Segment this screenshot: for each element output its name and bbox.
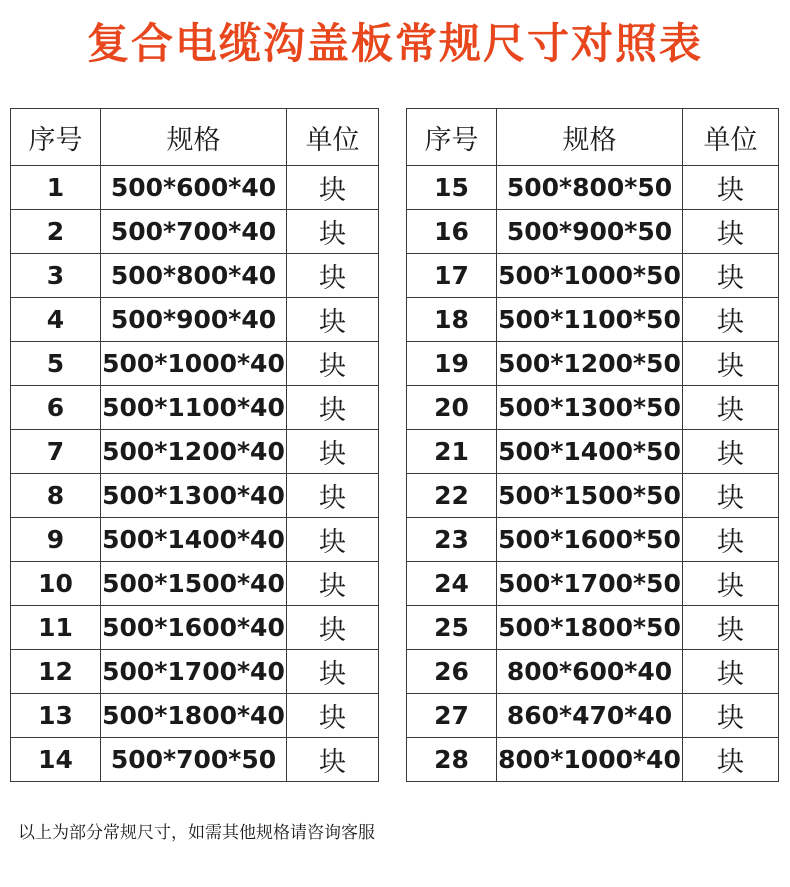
row-spec-cell: 500*700*50 bbox=[101, 738, 287, 782]
row-unit-cell: 块 bbox=[683, 342, 779, 386]
row-index-cell: 20 bbox=[407, 386, 497, 430]
table-row bbox=[11, 474, 379, 518]
row-index-cell: 15 bbox=[407, 166, 497, 210]
row-unit-cell: 块 bbox=[287, 650, 379, 694]
table-row bbox=[11, 210, 379, 254]
row-index-cell: 19 bbox=[407, 342, 497, 386]
row-index-cell: 10 bbox=[11, 562, 101, 606]
table-row bbox=[407, 518, 779, 562]
row-spec-cell: 500*900*50 bbox=[497, 210, 683, 254]
row-spec-cell: 500*1100*50 bbox=[497, 298, 683, 342]
row-unit-cell: 块 bbox=[683, 474, 779, 518]
row-spec-cell: 500*1800*50 bbox=[497, 606, 683, 650]
row-unit-cell: 块 bbox=[287, 166, 379, 210]
row-unit-cell: 块 bbox=[683, 298, 779, 342]
table-row bbox=[11, 430, 379, 474]
spec-table-right bbox=[406, 108, 779, 782]
row-index-cell: 17 bbox=[407, 254, 497, 298]
row-index-cell: 25 bbox=[407, 606, 497, 650]
table-row bbox=[11, 166, 379, 210]
row-spec-cell: 500*1200*50 bbox=[497, 342, 683, 386]
row-spec-cell: 500*700*40 bbox=[101, 210, 287, 254]
table-row bbox=[11, 562, 379, 606]
row-index-cell: 16 bbox=[407, 210, 497, 254]
row-spec-cell: 500*1500*50 bbox=[497, 474, 683, 518]
row-spec-cell: 500*1000*40 bbox=[101, 342, 287, 386]
row-unit-cell: 块 bbox=[287, 562, 379, 606]
row-unit-cell: 块 bbox=[287, 386, 379, 430]
row-spec-cell: 500*1400*50 bbox=[497, 430, 683, 474]
footnote: 以上为部分常规尺寸，如需其他规格请咨询客服 bbox=[18, 823, 375, 843]
row-index-cell: 13 bbox=[11, 694, 101, 738]
row-spec-cell: 500*1200*40 bbox=[101, 430, 287, 474]
row-spec-cell: 500*1800*40 bbox=[101, 694, 287, 738]
row-spec-cell: 500*1700*50 bbox=[497, 562, 683, 606]
row-spec-cell: 800*1000*40 bbox=[497, 738, 683, 782]
row-index-cell: 7 bbox=[11, 430, 101, 474]
row-index-cell: 26 bbox=[407, 650, 497, 694]
row-index-cell: 27 bbox=[407, 694, 497, 738]
table-row bbox=[407, 166, 779, 210]
row-spec-cell: 500*1300*40 bbox=[101, 474, 287, 518]
table-row bbox=[407, 606, 779, 650]
row-unit-cell: 块 bbox=[683, 650, 779, 694]
row-spec-cell: 500*1600*40 bbox=[101, 606, 287, 650]
row-index-cell: 8 bbox=[11, 474, 101, 518]
row-index-cell: 22 bbox=[407, 474, 497, 518]
row-unit-cell: 块 bbox=[683, 254, 779, 298]
row-spec-cell: 500*800*50 bbox=[497, 166, 683, 210]
row-index-cell: 12 bbox=[11, 650, 101, 694]
row-unit-cell: 块 bbox=[287, 738, 379, 782]
table-body-right bbox=[407, 166, 779, 782]
row-spec-cell: 500*1600*50 bbox=[497, 518, 683, 562]
row-unit-cell: 块 bbox=[287, 210, 379, 254]
header-unit: 单位 bbox=[287, 109, 379, 166]
table-row bbox=[407, 210, 779, 254]
row-index-cell: 4 bbox=[11, 298, 101, 342]
row-spec-cell: 500*1400*40 bbox=[101, 518, 287, 562]
table-row bbox=[11, 606, 379, 650]
header-spec: 规格 bbox=[497, 109, 683, 166]
row-unit-cell: 块 bbox=[287, 254, 379, 298]
row-spec-cell: 500*900*40 bbox=[101, 298, 287, 342]
row-spec-cell: 800*600*40 bbox=[497, 650, 683, 694]
table-row bbox=[11, 738, 379, 782]
table-row bbox=[407, 430, 779, 474]
table-row bbox=[407, 386, 779, 430]
row-index-cell: 11 bbox=[11, 606, 101, 650]
header-index: 序号 bbox=[11, 109, 101, 166]
row-spec-cell: 500*1700*40 bbox=[101, 650, 287, 694]
table-row bbox=[11, 298, 379, 342]
row-spec-cell: 500*1500*40 bbox=[101, 562, 287, 606]
spec-table-left bbox=[10, 108, 379, 782]
row-unit-cell: 块 bbox=[683, 606, 779, 650]
row-spec-cell: 500*1100*40 bbox=[101, 386, 287, 430]
row-spec-cell: 500*1300*50 bbox=[497, 386, 683, 430]
table-header-row bbox=[407, 109, 779, 166]
row-spec-cell: 500*600*40 bbox=[101, 166, 287, 210]
header-index: 序号 bbox=[407, 109, 497, 166]
row-unit-cell: 块 bbox=[683, 562, 779, 606]
row-unit-cell: 块 bbox=[287, 606, 379, 650]
row-spec-cell: 860*470*40 bbox=[497, 694, 683, 738]
row-unit-cell: 块 bbox=[683, 694, 779, 738]
page-title: 复合电缆沟盖板常规尺寸对照表 bbox=[86, 19, 703, 68]
table-row bbox=[11, 342, 379, 386]
table-row bbox=[11, 694, 379, 738]
row-index-cell: 28 bbox=[407, 738, 497, 782]
table-row bbox=[11, 650, 379, 694]
table-row bbox=[407, 694, 779, 738]
table-row bbox=[407, 738, 779, 782]
row-index-cell: 5 bbox=[11, 342, 101, 386]
row-unit-cell: 块 bbox=[683, 166, 779, 210]
row-index-cell: 2 bbox=[11, 210, 101, 254]
row-index-cell: 14 bbox=[11, 738, 101, 782]
table-row bbox=[11, 518, 379, 562]
header-spec: 规格 bbox=[101, 109, 287, 166]
row-spec-cell: 500*1000*50 bbox=[497, 254, 683, 298]
table-row bbox=[407, 342, 779, 386]
table-row bbox=[407, 474, 779, 518]
row-unit-cell: 块 bbox=[683, 738, 779, 782]
table-row bbox=[11, 254, 379, 298]
row-index-cell: 6 bbox=[11, 386, 101, 430]
row-unit-cell: 块 bbox=[287, 430, 379, 474]
row-unit-cell: 块 bbox=[287, 298, 379, 342]
row-index-cell: 18 bbox=[407, 298, 497, 342]
table-header-row bbox=[11, 109, 379, 166]
table-row bbox=[407, 298, 779, 342]
row-unit-cell: 块 bbox=[683, 210, 779, 254]
table-row bbox=[407, 562, 779, 606]
row-unit-cell: 块 bbox=[287, 518, 379, 562]
table-body-left bbox=[11, 166, 379, 782]
row-index-cell: 23 bbox=[407, 518, 497, 562]
row-unit-cell: 块 bbox=[683, 386, 779, 430]
row-unit-cell: 块 bbox=[287, 694, 379, 738]
row-index-cell: 24 bbox=[407, 562, 497, 606]
row-unit-cell: 块 bbox=[287, 342, 379, 386]
row-index-cell: 9 bbox=[11, 518, 101, 562]
row-unit-cell: 块 bbox=[287, 474, 379, 518]
table-row bbox=[407, 650, 779, 694]
row-unit-cell: 块 bbox=[683, 518, 779, 562]
row-unit-cell: 块 bbox=[683, 430, 779, 474]
row-spec-cell: 500*800*40 bbox=[101, 254, 287, 298]
row-index-cell: 3 bbox=[11, 254, 101, 298]
row-index-cell: 21 bbox=[407, 430, 497, 474]
table-row bbox=[11, 386, 379, 430]
row-index-cell: 1 bbox=[11, 166, 101, 210]
table-row bbox=[407, 254, 779, 298]
header-unit: 单位 bbox=[683, 109, 779, 166]
